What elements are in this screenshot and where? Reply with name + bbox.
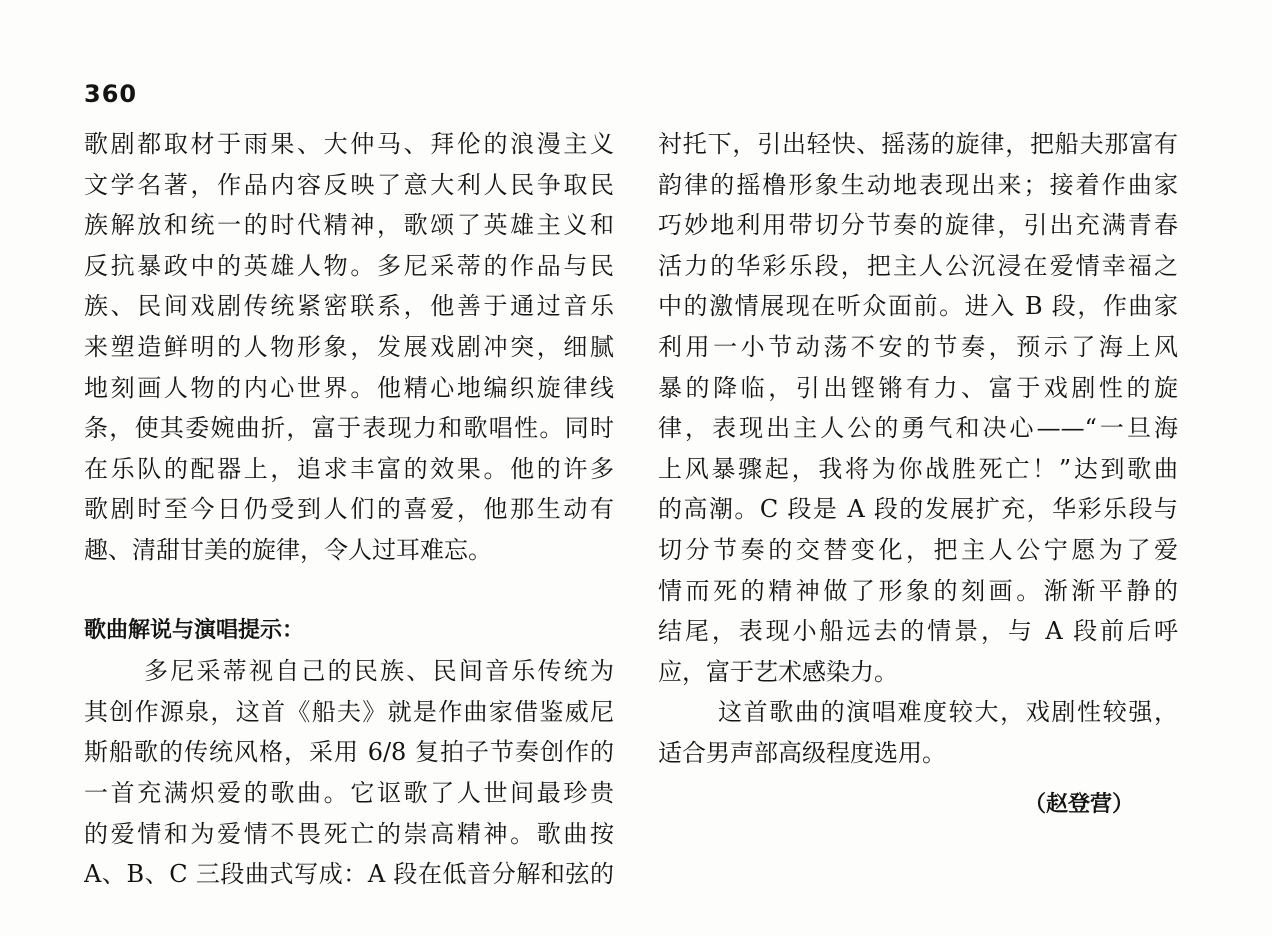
text-line: 条，使其委婉曲折，富于表现力和歌唱性。同时 — [84, 414, 614, 443]
text-line: 地刻画人物的内心世界。他精心地编织旋律线 — [84, 373, 614, 402]
text-line: 适合男声部高级程度选用。 — [658, 738, 946, 767]
text-line: 其创作源泉，这首《船夫》就是作曲家借鉴威尼 — [84, 697, 614, 726]
text-line: 上风暴骤起，我将为你战胜死亡！”达到歌曲 — [658, 454, 1178, 483]
text-line: 族解放和统一的时代精神，歌颂了英雄主义和 — [84, 211, 614, 240]
text-line: 韵律的摇橹形象生动地表现出来；接着作曲家 — [658, 170, 1178, 199]
text-line: 这首歌曲的演唱难度较大，戏剧性较强， — [718, 698, 1178, 727]
text-line: 文学名著，作品内容反映了意大利人民争取民 — [84, 170, 614, 199]
author-credit: （赵登营） — [1024, 792, 1135, 817]
text-line: 多尼采蒂视自己的民族、民间音乐传统为 — [144, 657, 614, 686]
text-line: 利用一小节动荡不安的节奏，预示了海上风 — [658, 332, 1178, 361]
text-line: 在乐队的配器上，追求丰富的效果。他的许多 — [84, 454, 614, 483]
text-line: 的高潮。C 段是 A 段的发展扩充，华彩乐段与 — [658, 495, 1178, 524]
text-line: 暴的降临，引出铿锵有力、富于戏剧性的旋 — [658, 373, 1178, 402]
paragraph — [658, 692, 1178, 773]
text-line: 情而死的精神做了形象的刻画。渐渐平静的 — [658, 576, 1178, 605]
text-line: 切分节奏的交替变化，把主人公宁愿为了爱 — [658, 535, 1178, 564]
paragraph — [658, 124, 1178, 692]
text-line: 趣、清甜甘美的旋律，令人过耳难忘。 — [84, 535, 492, 564]
paragraph — [84, 124, 614, 571]
right-column — [658, 124, 1178, 774]
paragraph — [84, 651, 614, 895]
text-line: 应，富于艺术感染力。 — [658, 657, 898, 686]
text-line: 来塑造鲜明的人物形象，发展戏剧冲突，细腻 — [84, 332, 614, 361]
text-line: 结尾，表现小船远去的情景，与 A 段前后呼 — [658, 617, 1178, 646]
text-line: A、B、C 三段曲式写成：A 段在低音分解和弦的 — [84, 860, 614, 889]
page-number: 360 — [84, 80, 138, 108]
text-line: 巧妙地利用带切分节奏的旋律，引出充满青春 — [658, 211, 1178, 240]
text-line: 一首充满炽爱的歌曲。它讴歌了人世间最珍贵 — [84, 778, 614, 807]
text-line: 衬托下，引出轻快、摇荡的旋律，把船夫那富有 — [658, 130, 1178, 158]
text-line: 活力的华彩乐段，把主人公沉浸在爱情幸福之 — [658, 251, 1178, 280]
text-line: 斯船歌的传统风格，采用 6/8 复拍子节奏创作的 — [84, 738, 614, 767]
text-line: 反抗暴政中的英雄人物。多尼采蒂的作品与民 — [84, 251, 614, 280]
text-line: 律，表现出主人公的勇气和决心——“一旦海 — [658, 414, 1178, 443]
left-column — [84, 124, 614, 895]
text-line: 族、民间戏剧传统紧密联系，他善于通过音乐 — [84, 292, 614, 321]
text-line: 中的激情展现在听众面前。进入 B 段，作曲家 — [658, 292, 1178, 321]
text-line: 歌剧时至今日仍受到人们的喜爱，他那生动有 — [84, 495, 614, 524]
text-line: 歌剧都取材于雨果、大仲马、拜伦的浪漫主义 — [84, 130, 614, 158]
text-line: 的爱情和为爱情不畏死亡的崇高精神。歌曲按 — [84, 819, 614, 848]
section-heading: 歌曲解说与演唱提示： — [84, 617, 305, 643]
